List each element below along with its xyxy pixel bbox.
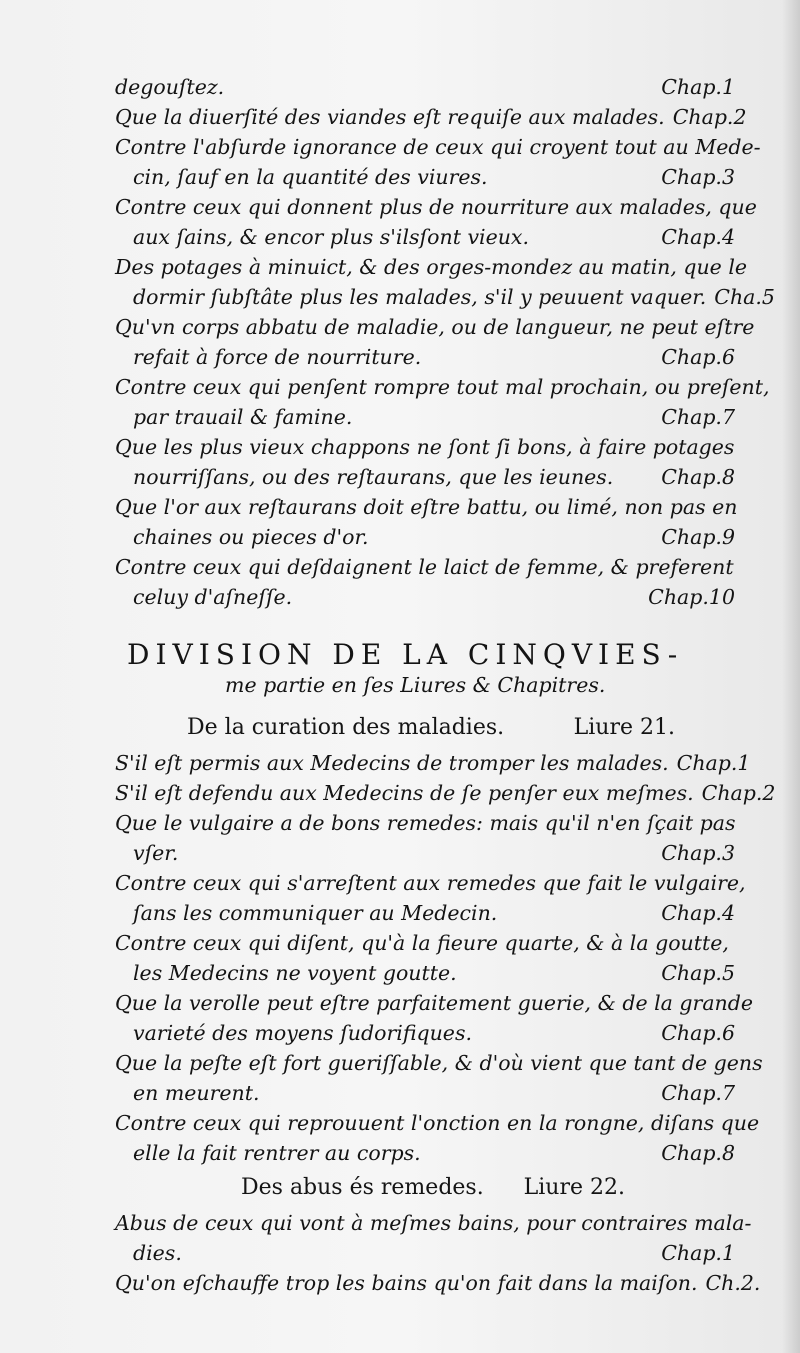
chapter-number: Ch.2. <box>705 1271 761 1295</box>
toc-entry <box>115 252 775 312</box>
entry-line <box>115 252 748 282</box>
entry-line <box>115 462 735 492</box>
book-22-heading <box>115 1172 735 1204</box>
entry-text: Que la diuerſité des viandes eſt requiſe aux malades. <box>115 105 665 129</box>
entry-text-continued: dormir ſubſtâte plus les malades, s'il y peuuent vaquer. <box>133 285 707 309</box>
entry-text: Contre ceux qui diſent, qu'à la fieure quarte, & à la goutte, <box>115 931 729 955</box>
page-edge-shadow <box>782 0 800 1353</box>
entry-text-continued: cin, ſauf en la quantité des viures. <box>133 165 488 189</box>
entry-text-continued: chaines ou pieces d'or. <box>133 525 369 549</box>
entry-line <box>115 552 735 582</box>
toc-entry <box>115 372 770 432</box>
chapter-number: Cha.5 <box>714 285 775 309</box>
chapter-number: Chap.4 <box>661 901 735 925</box>
entry-text: Contre ceux qui penſent rompre tout mal prochain, ou preſent, <box>115 375 770 399</box>
entry-line <box>115 1018 735 1048</box>
entry-text-continued: varieté des moyens ſudorifiques. <box>133 1021 472 1045</box>
entry-text: Contre l'abſurde ignorance de ceux qui croyent tout au Mede- <box>115 135 761 159</box>
chapter-number: Chap.2 <box>701 781 776 805</box>
chapter-number: Chap.8 <box>661 1141 735 1165</box>
entry-text: Contre ceux qui s'arreſtent aux remedes que fait le vulgaire, <box>115 871 746 895</box>
entry-text: Que la peſte eſt fort gueriſſable, & d'où vient que tant de gens <box>115 1051 763 1075</box>
chapter-number: Chap.3 <box>661 841 735 865</box>
toc-entry <box>115 988 754 1048</box>
entry-text-continued: aux ſains, & encor plus s'ilsſont vieux. <box>133 225 530 249</box>
entry-line <box>115 1048 763 1078</box>
entry-line <box>115 222 735 252</box>
toc-entry <box>115 808 735 868</box>
entry-line <box>115 312 755 342</box>
entry-text-continued: refait à force de nourriture. <box>133 345 422 369</box>
entry-line <box>115 898 735 928</box>
toc-entry <box>115 868 746 928</box>
entry-line <box>115 342 735 372</box>
toc-entry <box>115 552 735 612</box>
entry-line <box>115 1138 735 1168</box>
entry-line <box>115 102 747 132</box>
entry-line <box>115 192 757 222</box>
book-21-chapter-list <box>115 748 776 1168</box>
chapter-number: Chap.10 <box>648 585 735 609</box>
entry-line <box>115 282 775 312</box>
entry-line <box>115 492 738 522</box>
toc-entry <box>115 312 755 372</box>
entry-line <box>115 522 735 552</box>
chapter-number: Chap.1 <box>661 75 735 99</box>
entry-text-continued: dies. <box>133 1241 182 1265</box>
book-22-title: Des abus és remedes. <box>241 1175 484 1200</box>
book-22-chapter-list <box>115 1208 761 1298</box>
entry-line <box>115 132 761 162</box>
entry-text-continued: celuy d'aſneſſe. <box>133 585 293 609</box>
entry-text: Que l'or aux reſtaurans doit eſtre battu, ou limé, non pas en <box>115 495 738 519</box>
entry-text: Qu'vn corps abbatu de maladie, ou de langueur, ne peut eſtre <box>115 315 755 339</box>
entry-text: Contre ceux qui deſdaignent le laict de femme, & preferent <box>115 555 734 579</box>
entry-text-continued: par trauail & famine. <box>133 405 353 429</box>
entry-text-continued: elle la fait rentrer au corps. <box>133 1141 421 1165</box>
previous-book-chapter-list <box>115 72 775 612</box>
entry-line <box>115 958 735 988</box>
entry-line <box>115 1208 752 1238</box>
entry-line <box>115 372 770 402</box>
entry-line <box>115 162 735 192</box>
toc-entry <box>115 1208 752 1268</box>
chapter-number: Chap.7 <box>661 1081 735 1105</box>
chapter-number: Chap.4 <box>661 225 735 249</box>
entry-text: degouſtez. <box>115 75 225 99</box>
entry-text-continued: nourriſſans, ou des reſtaurans, que les ieunes. <box>133 465 614 489</box>
entry-line <box>115 928 735 958</box>
entry-line <box>115 988 754 1018</box>
entry-text: Que les plus vieux chappons ne ſont ſi bons, à faire potages <box>115 435 735 459</box>
entry-text: Que la verolle peut eſtre parfaitement guerie, & de la grande <box>115 991 754 1015</box>
entry-line <box>115 838 735 868</box>
entry-text: S'il eſt permis aux Medecins de tromper les malades. <box>115 751 669 775</box>
toc-entry <box>115 72 735 102</box>
entry-line <box>115 72 735 102</box>
chapter-number: Chap.6 <box>661 1021 735 1045</box>
book-21-heading <box>115 712 735 744</box>
chapter-number: Chap.9 <box>661 525 735 549</box>
toc-entry <box>115 928 735 988</box>
chapter-number: Chap.1 <box>676 751 751 775</box>
division-subheading: me partie en ſes Liures & Chapitres. <box>225 673 606 697</box>
book-21-title: De la curation des maladies. <box>187 715 505 740</box>
entry-line <box>115 1268 761 1298</box>
entry-text: Qu'on eſchauffe trop les bains qu'on fait dans la maiſon. <box>115 1271 698 1295</box>
chapter-number: Chap.3 <box>661 165 735 189</box>
toc-entry <box>115 1048 763 1108</box>
toc-entry <box>115 1268 761 1298</box>
entry-text: Contre ceux qui reprouuent l'onction en la rongne, diſans que <box>115 1111 760 1135</box>
chapter-number: Chap.8 <box>661 465 735 489</box>
toc-entry <box>115 102 747 132</box>
entry-line <box>115 808 735 838</box>
entry-line <box>115 1078 735 1108</box>
toc-entry <box>115 192 757 252</box>
chapter-number: Chap.5 <box>661 961 735 985</box>
entry-line <box>115 868 746 898</box>
entry-line <box>115 582 735 612</box>
entry-text: Contre ceux qui donnent plus de nourriture aux malades, que <box>115 195 757 219</box>
entry-text: Abus de ceux qui vont à meſmes bains, pour contraires mala- <box>115 1211 752 1235</box>
entry-line <box>115 1238 735 1268</box>
book-21-number: Liure 21. <box>573 715 675 740</box>
chapter-number: Chap.1 <box>661 1241 735 1265</box>
entry-line <box>115 432 735 462</box>
entry-line <box>115 1108 760 1138</box>
toc-entry <box>115 132 761 192</box>
toc-entry <box>115 492 738 552</box>
chapter-number: Chap.6 <box>661 345 735 369</box>
chapter-number: Chap.2 <box>672 105 747 129</box>
entry-text-continued: ſans les communiquer au Medecin. <box>133 901 498 925</box>
entry-text: Que le vulgaire a de bons remedes: mais qu'il n'en ſçait pas <box>115 811 736 835</box>
entry-line <box>115 778 776 808</box>
entry-text-continued: vſer. <box>133 841 179 865</box>
toc-entry <box>115 1108 760 1168</box>
table-of-contents <box>115 72 776 1298</box>
entry-line <box>115 748 751 778</box>
chapter-number: Chap.7 <box>661 405 735 429</box>
division-heading: DIVISION DE LA CINQVIES- <box>127 638 684 671</box>
toc-entry <box>115 778 776 808</box>
toc-entry <box>115 748 751 778</box>
toc-entry <box>115 432 735 492</box>
entry-text-continued: en meurent. <box>133 1081 260 1105</box>
entry-text: Des potages à minuict, & des orges-mondez au matin, que le <box>115 255 748 279</box>
entry-line <box>115 402 735 432</box>
book-22-number: Liure 22. <box>523 1175 625 1200</box>
entry-text-continued: les Medecins ne voyent goutte. <box>133 961 457 985</box>
entry-text: S'il eſt defendu aux Medecins de ſe penſer eux meſmes. <box>115 781 694 805</box>
